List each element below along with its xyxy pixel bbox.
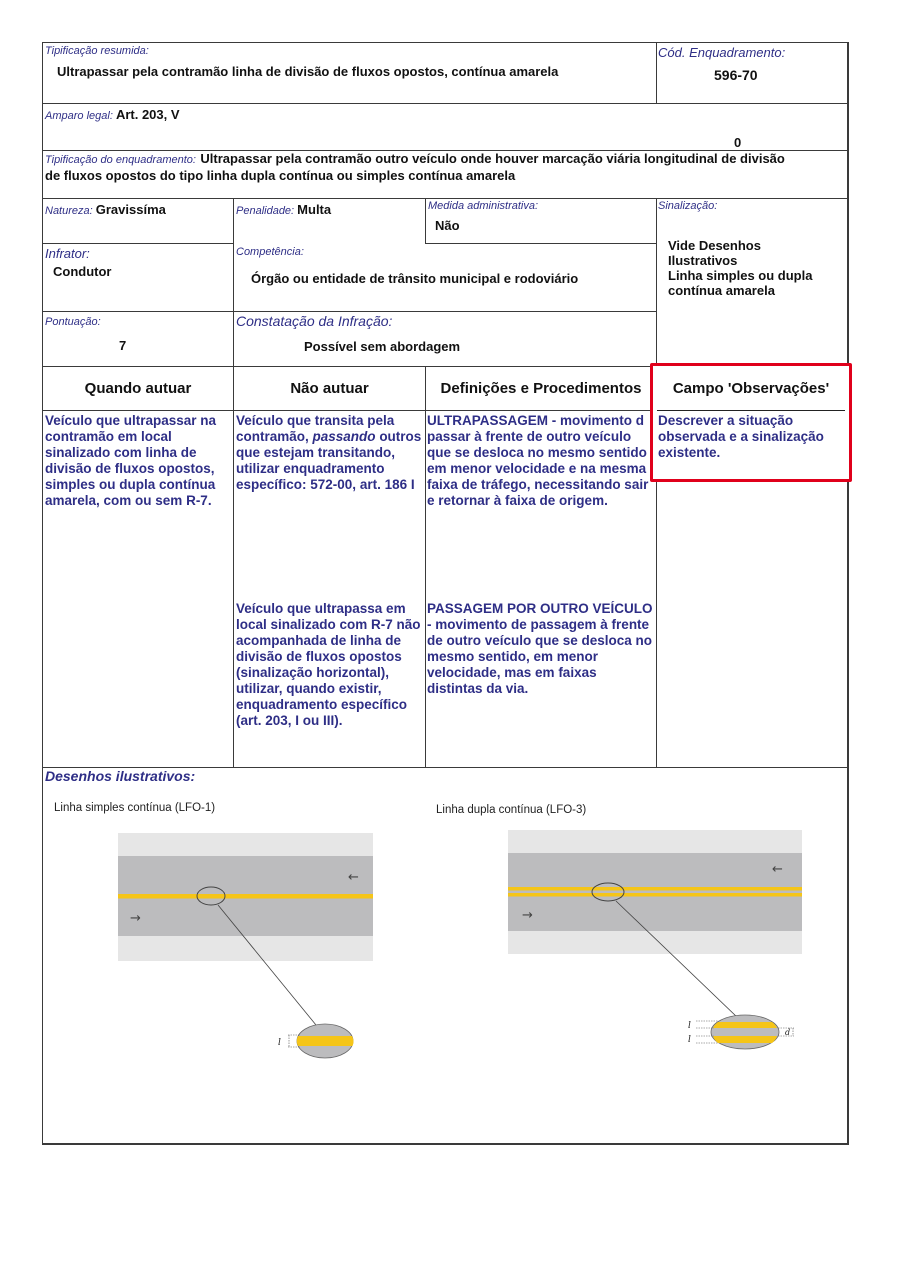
observations-line: observada e a sinalização	[658, 429, 824, 444]
divider	[656, 198, 657, 767]
points-label: Pontuação:	[45, 316, 101, 328]
not-when-line: que estejam transitando,	[236, 445, 396, 460]
legal-label-text: Amparo legal:	[45, 110, 113, 122]
divider	[42, 410, 656, 411]
drawings-label: Desenhos ilustrativos:	[45, 768, 196, 784]
definition-line	[427, 413, 656, 429]
width-label: l	[688, 1035, 691, 1045]
road-lanes	[508, 853, 802, 931]
definitions-text-1	[427, 413, 656, 509]
column-header-when: Quando autuar	[84, 380, 192, 397]
definitions-text-2	[427, 601, 656, 697]
legal-extra: 0	[734, 135, 742, 150]
legal-label	[45, 107, 180, 122]
admin-measure-label: Medida administrativa:	[428, 200, 539, 212]
not-when-line: específico: 572-00, art. 186 I	[236, 477, 415, 492]
right-drawing-caption: Linha dupla contínua (LFO-3)	[436, 804, 587, 816]
observations-rule	[657, 410, 845, 411]
yellow-line-top	[508, 887, 802, 891]
framing-label: Tipificação do enquadramento:	[45, 154, 196, 166]
definition-line: e retornar à faixa de origem.	[427, 493, 608, 508]
competence-value: Órgão ou entidade de trânsito municipal e rodoviário	[251, 271, 579, 286]
arrow-right-icon: →	[130, 911, 141, 926]
definition-term: ULTRAPASSAGEM	[427, 413, 548, 428]
divider	[425, 198, 426, 244]
framing-value-line1: Ultrapassar pela contramão outro veículo onde houver marcação viária longitudinal de divisão	[200, 151, 785, 166]
not-when-italic: passando	[312, 429, 376, 444]
definition-line: velocidade, mas em faixas	[427, 665, 597, 680]
definition-line: passar à frente de outro veículo	[427, 429, 632, 444]
competence-label: Competência:	[236, 246, 304, 258]
code-label: Cód. Enquadramento:	[658, 45, 786, 60]
definition-text: - movimento d	[548, 413, 645, 428]
detection-label: Constatação da Infração:	[236, 313, 393, 329]
nature-label-text: Natureza:	[45, 205, 93, 217]
observations-line: Descrever a situação	[658, 413, 794, 428]
signage-line: Vide Desenhos	[668, 238, 761, 253]
definition-line: em menor velocidade e na mesma	[427, 461, 647, 476]
code-value: 596-70	[714, 67, 758, 83]
divider	[656, 42, 657, 103]
yellow-line-bottom	[508, 893, 802, 897]
definition-line: faixa de tráfego, necessitando sair	[427, 477, 649, 492]
signage-label: Sinalização:	[658, 200, 718, 212]
width-label: l	[278, 1038, 281, 1048]
definition-line: distintas da via.	[427, 681, 529, 696]
detail-yellow-band-top	[713, 1022, 777, 1028]
penalty-value: Multa	[297, 202, 332, 217]
not-when-line: local sinalizado com R-7 não	[236, 617, 421, 632]
signage-line: contínua amarela	[668, 283, 775, 298]
when-line: amarela, com ou sem R-7.	[45, 493, 212, 508]
penalty-label-text: Penalidade:	[236, 205, 295, 217]
not-when-line: enquadramento específico	[236, 697, 408, 712]
divider	[42, 103, 848, 104]
when-line: contramão em local	[45, 429, 172, 444]
yellow-line	[118, 894, 373, 899]
not-when-line: (art. 203, I ou III).	[236, 713, 343, 728]
observations-highlight[interactable]	[650, 363, 852, 482]
when-line: Veículo que ultrapassar na	[45, 413, 217, 428]
not-when-line: divisão de fluxos opostos	[236, 649, 402, 664]
when-line: sinalizado com linha de	[45, 445, 197, 460]
detail-yellow-band-bottom	[713, 1036, 777, 1043]
observations-line: existente.	[658, 445, 721, 460]
summary-value: Ultrapassar pela contramão linha de divisão de fluxos opostos, contínua amarela	[57, 64, 559, 79]
offender-value: Condutor	[53, 264, 112, 279]
not-when-line: Veículo que ultrapassa em	[236, 601, 406, 616]
column-header-definitions: Definições e Procedimentos	[440, 380, 642, 397]
definition-line: de outro veículo que se desloca no	[427, 633, 653, 648]
arrow-left-icon: ←	[348, 870, 359, 885]
detail-yellow-band	[297, 1036, 354, 1046]
admin-measure-value: Não	[435, 218, 460, 233]
not-when-segment: outros	[375, 429, 422, 444]
definition-line: que se desloca no mesmo sentido	[427, 445, 647, 460]
definition-line: - movimento de passagem à frente	[427, 617, 650, 632]
divider	[42, 243, 233, 244]
not-when-line: Veículo que transita pela	[236, 413, 395, 428]
legal-value: Art. 203, V	[115, 107, 180, 122]
left-drawing-caption: Linha simples contínua (LFO-1)	[54, 802, 216, 814]
penalty-label	[236, 202, 331, 217]
not-when-line	[236, 429, 426, 445]
divider	[42, 311, 656, 312]
signage-text	[668, 238, 812, 298]
detection-value: Possível sem abordagem	[304, 339, 461, 354]
arrow-right-icon: →	[522, 908, 533, 923]
single-line-drawing	[110, 825, 410, 1065]
when-text	[45, 413, 233, 509]
when-line: divisão de fluxos opostos,	[45, 461, 215, 476]
divider	[425, 243, 656, 244]
divider	[42, 366, 656, 367]
definition-line: mesmo sentido, em menor	[427, 649, 599, 664]
divider	[233, 198, 234, 767]
not-when-segment: contramão,	[236, 429, 313, 444]
definition-term: PASSAGEM POR OUTRO VEÍCULO	[427, 601, 653, 616]
when-line: simples ou dupla contínua	[45, 477, 216, 492]
divider	[42, 198, 848, 199]
observations-text	[658, 413, 848, 461]
not-when-line: utilizar enquadramento	[236, 461, 385, 476]
not-when-line: (sinalização horizontal),	[236, 665, 390, 680]
gap-label: d	[785, 1028, 791, 1037]
detail-zoom	[711, 1015, 779, 1049]
not-when-line: acompanhada de linha de	[236, 633, 402, 648]
points-value: 7	[119, 338, 127, 353]
nature-label	[45, 202, 166, 217]
signage-line: Linha simples ou dupla	[668, 268, 813, 283]
framing-value-line2: de fluxos opostos do tipo linha dupla contínua ou simples contínua amarela	[45, 168, 516, 183]
column-header-observations: Campo 'Observações'	[672, 380, 830, 397]
offender-label: Infrator:	[45, 246, 90, 261]
not-when-text-2	[236, 601, 426, 729]
double-line-drawing	[500, 822, 820, 1062]
arrow-left-icon: ←	[772, 862, 783, 877]
column-header-not-when: Não autuar	[290, 380, 369, 397]
nature-value: Gravissíma	[95, 202, 166, 217]
not-when-text-1	[236, 413, 426, 493]
framing-block	[45, 151, 848, 183]
signage-line: Ilustrativos	[668, 253, 738, 268]
width-label: l	[688, 1021, 691, 1031]
summary-label: Tipificação resumida:	[45, 45, 149, 57]
not-when-line: utilizar, quando existir,	[236, 681, 382, 696]
